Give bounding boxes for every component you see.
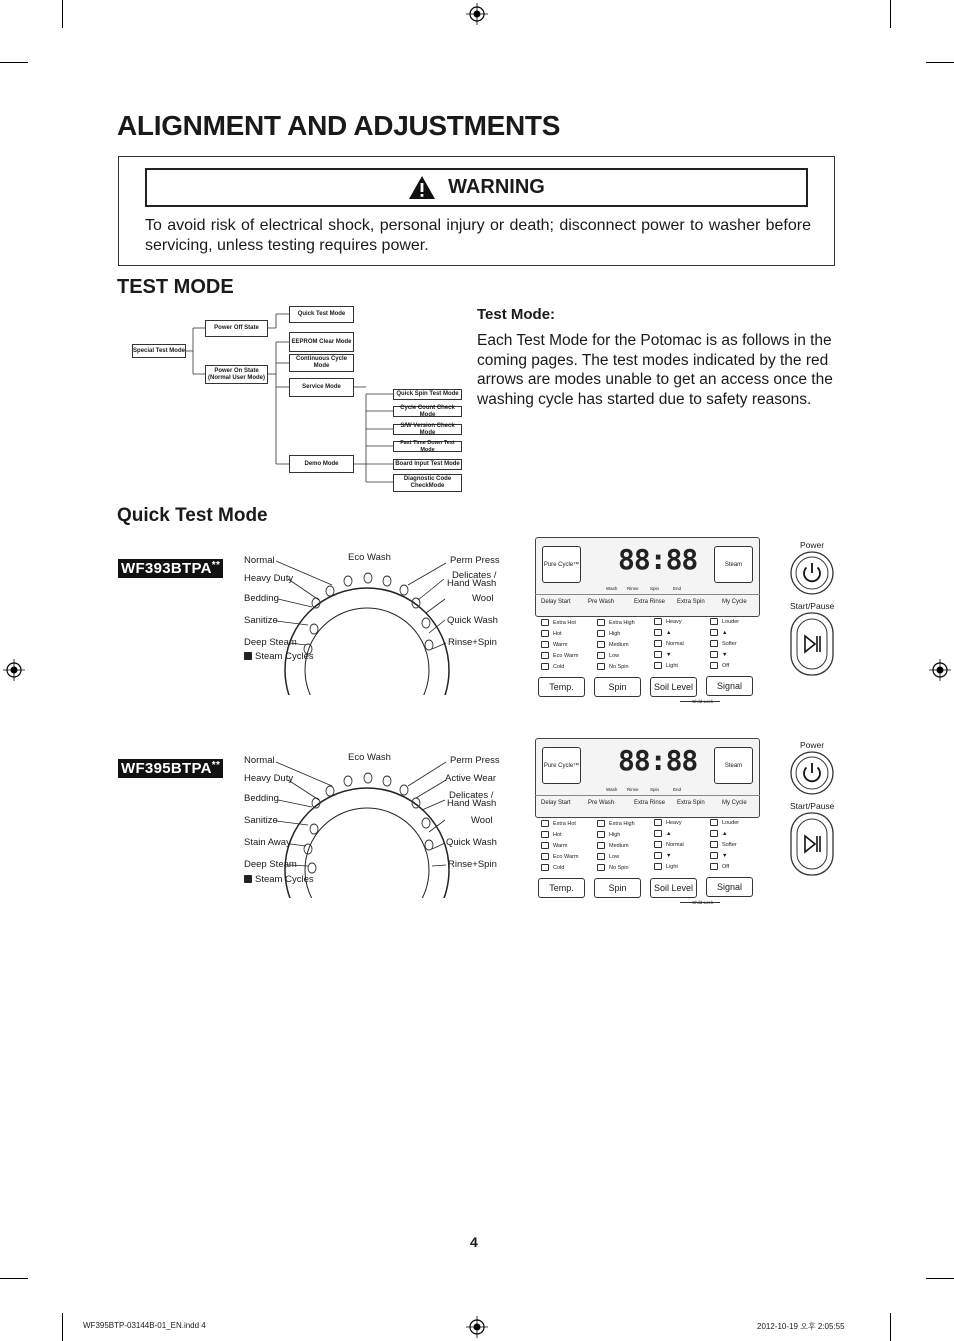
dial-label: Perm Press (450, 755, 500, 766)
start-pause-label: Start/Pause (790, 601, 835, 611)
steam-cycle-icon (244, 652, 252, 660)
stage-label: Wash (606, 586, 618, 591)
dial-label: Wool (472, 593, 494, 604)
dial-label: Hand Wash (447, 798, 497, 809)
power-label: Power (800, 740, 825, 750)
temp-option: Eco Warm (541, 652, 578, 659)
dial-label: Deep Steam (244, 637, 297, 648)
tree-power-off: Power Off State (205, 320, 268, 337)
dial-label: Hand Wash (447, 578, 497, 589)
temp-option: Cold (541, 864, 564, 871)
start-pause-button[interactable] (790, 612, 834, 676)
test-mode-heading: TEST MODE (117, 276, 234, 298)
option-strip-item[interactable]: Pre Wash (588, 599, 615, 605)
dial-label: Active Wear (445, 773, 497, 784)
crop-mark (0, 1278, 28, 1279)
soil-option: Light (654, 863, 678, 870)
soil-option: ▼ (654, 852, 671, 859)
display-readout: 88:88 (618, 744, 698, 777)
temp-button[interactable]: Temp. (538, 878, 585, 898)
soil-option: Heavy (654, 618, 682, 625)
spin-option: Low (597, 652, 619, 659)
dial-label: Steam Cycles (244, 874, 314, 885)
dial-label: Eco Wash (348, 552, 391, 563)
tree-sw-version: S/W Version Check Mode (393, 424, 462, 435)
signal-option: ▼ (710, 651, 727, 658)
model-tag: WF393BTPA** (118, 559, 223, 578)
tree-demo: Demo Mode (289, 455, 354, 473)
registration-mark-icon (3, 659, 25, 681)
option-strip-item[interactable]: Extra Rinse (634, 800, 666, 806)
temp-option: Extra Hot (541, 619, 576, 626)
spin-option: No Spin (597, 864, 629, 871)
start-pause-label: Start/Pause (790, 801, 835, 811)
power-button[interactable] (789, 550, 835, 596)
signal-option: ▼ (710, 852, 727, 859)
dial-label: Delicates / (452, 570, 497, 581)
dial-label: Deep Steam (244, 859, 297, 870)
tree-power-on: Power On State (Normal User Mode) (205, 365, 268, 384)
option-strip-item[interactable]: Extra Spin (677, 800, 705, 806)
soil-option: ▲ (654, 830, 671, 837)
footer-timestamp: 2012-10-19 오후 2:05:55 (757, 1322, 845, 1331)
temp-option: Warm (541, 641, 567, 648)
dial-label: Heavy Duty (244, 573, 294, 584)
dial-label: Heavy Duty (244, 773, 294, 784)
spin-option: No Spin (597, 663, 629, 670)
signal-option: Louder (710, 819, 739, 826)
stage-label: End (673, 787, 682, 792)
steam-button[interactable]: Steam (714, 747, 753, 784)
signal-option: Softer (710, 841, 737, 848)
spin-button[interactable]: Spin (594, 677, 641, 697)
registration-mark-icon (466, 1316, 488, 1338)
child-lock-line (680, 902, 720, 903)
temp-button[interactable]: Temp. (538, 677, 585, 697)
temp-option: Warm (541, 842, 567, 849)
stage-label: Rinse (627, 787, 639, 792)
footer-file: WF395BTP-03144B-01_EN.indd 4 (83, 1321, 206, 1330)
temp-option: Hot (541, 630, 562, 637)
dial-label: Rinse+Spin (448, 859, 497, 870)
dial-label: Sanitize (244, 615, 278, 626)
dial-label: Normal (244, 755, 275, 766)
signal-option: Louder (710, 618, 739, 625)
tree-fast-time: Fast Time Down Test Mode (393, 441, 462, 452)
soil-level-button[interactable]: Soil Level (650, 878, 697, 898)
signal-button[interactable]: Signal (706, 877, 753, 897)
dial-label: Bedding (244, 593, 279, 604)
signal-option: Off (710, 863, 729, 870)
pure-cycle-button[interactable]: Pure Cycle™ (542, 546, 581, 583)
soil-option: Normal (654, 640, 684, 647)
dial-label: Normal (244, 555, 275, 566)
dial-label: Delicates / (449, 790, 494, 801)
power-button[interactable] (789, 750, 835, 796)
dial-label: Rinse+Spin (448, 637, 497, 648)
tree-eeprom: EEPROM Clear Mode (289, 332, 354, 352)
stage-label: Spin (650, 787, 660, 792)
temp-option: Extra Hot (541, 820, 576, 827)
page-number: 4 (470, 1234, 478, 1250)
soil-option: Heavy (654, 819, 682, 826)
tree-board-input: Board Input Test Mode (393, 459, 462, 470)
signal-button[interactable]: Signal (706, 676, 753, 696)
child-lock-label: Child Lock (692, 900, 714, 905)
option-strip-item[interactable]: My Cycle (722, 800, 747, 806)
test-mode-desc-heading: Test Mode: (477, 306, 556, 323)
soil-option: ▼ (654, 651, 671, 658)
spin-option: High (597, 831, 620, 838)
dial-label: Steam Cycles (244, 651, 314, 662)
test-mode-desc-text: Each Test Mode for the Potomac is as follows in the coming pages. The test modes indicated by the red arrows are modes unable to get an access once the washing cycle has started due to safety reasons. (477, 332, 833, 408)
soil-level-button[interactable]: Soil Level (650, 677, 697, 697)
tree-root: Special Test Mode (132, 344, 186, 358)
crop-mark (926, 1278, 954, 1279)
signal-option: ▲ (710, 830, 727, 837)
dial-label: Sanitize (244, 815, 278, 826)
soil-option: ▲ (654, 629, 671, 636)
temp-option: Eco Warm (541, 853, 578, 860)
spin-option: High (597, 630, 620, 637)
soil-option: Normal (654, 841, 684, 848)
warning-text: To avoid risk of electrical shock, personal injury or death; disconnect power to washer before servicing, unless testing requires power. (145, 217, 811, 254)
dial-label: Stain Away (244, 837, 291, 848)
power-label: Power (800, 540, 825, 550)
registration-mark-icon (929, 659, 951, 681)
option-strip-item[interactable]: My Cycle (722, 599, 747, 605)
spin-option: Low (597, 853, 619, 860)
option-strip-item[interactable]: Pre Wash (588, 800, 615, 806)
quick-test-heading: Quick Test Mode (117, 505, 268, 526)
spin-option: Medium (597, 842, 629, 849)
pure-cycle-button[interactable]: Pure Cycle™ (542, 747, 581, 784)
dial-label: Perm Press (450, 555, 500, 566)
tree-cycle-count: Cycle Count Check Mode (393, 406, 462, 417)
tree-diagnostic: Diagnostic Code CheckMode (393, 474, 462, 492)
stage-label: Spin (650, 586, 660, 591)
option-strip-item[interactable]: Extra Spin (677, 599, 705, 605)
spin-option: Medium (597, 641, 629, 648)
tree-quick-test: Quick Test Mode (289, 306, 354, 323)
display-readout: 88:88 (618, 543, 698, 576)
start-pause-button[interactable] (790, 812, 834, 876)
option-strip-item[interactable]: Extra Rinse (634, 599, 666, 605)
stage-label: Rinse (627, 586, 639, 591)
spin-button[interactable]: Spin (594, 878, 641, 898)
spin-option: Extra High (597, 619, 635, 626)
stage-label: Wash (606, 787, 618, 792)
option-strip-item[interactable]: Delay Start (541, 599, 571, 605)
signal-option: Softer (710, 640, 737, 647)
steam-button[interactable]: Steam (714, 546, 753, 583)
spin-option: Extra High (597, 820, 635, 827)
page-title: ALIGNMENT AND ADJUSTMENTS (117, 110, 561, 141)
signal-option: ▲ (710, 629, 727, 636)
tree-service: Service Mode (289, 378, 354, 397)
test-mode-tree-connectors (0, 0, 954, 500)
child-lock-label: Child Lock (692, 699, 714, 704)
temp-option: Cold (541, 663, 564, 670)
dial-label: Quick Wash (447, 615, 498, 626)
tree-quick-spin: Quick Spin Test Mode (393, 389, 462, 400)
stage-label: End (673, 586, 682, 591)
dial-label: Wool (471, 815, 493, 826)
child-lock-line (680, 701, 720, 702)
warning-label: WARNING (448, 176, 545, 198)
dial-label: Eco Wash (348, 752, 391, 763)
signal-option: Off (710, 662, 729, 669)
dial-label: Quick Wash (446, 837, 497, 848)
tree-continuous: Continuous Cycle Mode (289, 354, 354, 372)
option-strip-item[interactable]: Delay Start (541, 800, 571, 806)
crop-mark (890, 1313, 891, 1341)
soil-option: Light (654, 662, 678, 669)
temp-option: Hot (541, 831, 562, 838)
crop-mark (62, 1313, 63, 1341)
dial-label: Bedding (244, 793, 279, 804)
steam-cycle-icon (244, 875, 252, 883)
model-tag: WF395BTPA** (118, 759, 223, 778)
